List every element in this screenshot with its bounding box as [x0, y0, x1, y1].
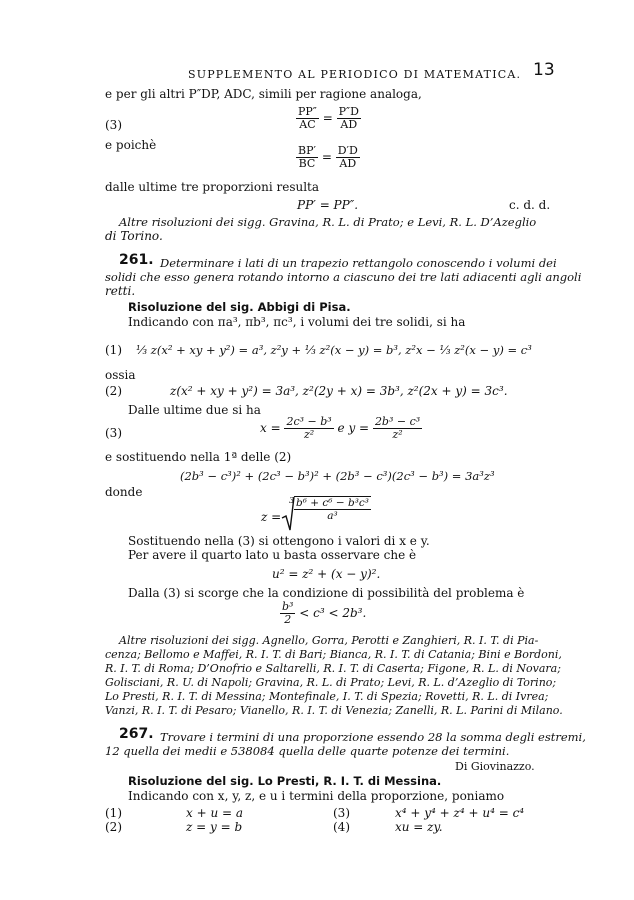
fraction: $\frac{PP''}{AC}$ — [298, 105, 317, 131]
equation: (2b³ − c³)² + (2c³ − b³)² + (2b³ − c³)(2c³ − b³) = 3a³z³ — [180, 469, 495, 483]
fraction: $\frac{\text{2c³ − b³}}{\text{z²}}$ — [286, 415, 332, 441]
fraction: $\frac{\text{2b³ − c³}}{\text{z²}}$ — [374, 415, 421, 441]
equation: PP′ = PP″. — [297, 198, 359, 212]
fraction: $\frac{BP'}{BC}$ — [298, 144, 316, 170]
other-solutions: R. I. T. di Roma; D’Onofrio e Saltarelli, R. I. T. di Caserta; Figone, R. L. di Novara; — [105, 662, 561, 675]
proposer-name: Di Giovinazzo. — [455, 760, 535, 773]
text-line: e sostituendo nella 1ª delle (2) — [105, 450, 292, 464]
problem-statement: Trovare i termini di una proporzione essendo 28 la somma degli estremi, — [160, 730, 586, 744]
equation: xu = zy. — [395, 820, 443, 834]
equation-lhs: x = — [260, 421, 281, 435]
equation-label: (1) — [105, 343, 122, 357]
equation-label: (1) — [105, 806, 122, 820]
radical-sign — [281, 496, 295, 532]
equation-label: (2) — [105, 384, 122, 398]
problem-number: 261. — [119, 252, 154, 268]
problem-statement: retti. — [105, 284, 136, 298]
text-line: dalle ultime tre proporzioni resulta — [105, 180, 320, 194]
other-solutions: cenza; Bellomo e Maffei, R. I. T. di Bari; Bianca, R. I. T. di Catania; Bini e Bordoni, — [105, 648, 562, 661]
other-solutions: di Torino. — [105, 229, 163, 243]
equals-sign: = — [321, 150, 332, 164]
text-line: Dalle ultime due si ha — [128, 403, 261, 417]
equation: z = y = b — [186, 820, 243, 834]
text-line: e per gli altri P″DP, ADC, simili per ragione analoga, — [105, 87, 422, 101]
text-line: Indicando con πa³, πb³, πc³, i volumi dei tre solidi, si ha — [128, 315, 466, 329]
problem-statement: solidi che esso genera rotando intorno a ciascuno dei tre lati adiacenti agli angoli — [105, 270, 582, 284]
text-line: donde — [105, 485, 143, 499]
text-line: Sostituendo nella (3) si ottengono i valori di x e y. — [128, 534, 430, 548]
qed-mark: c. d. d. — [509, 198, 551, 212]
text-line: ossia — [105, 368, 136, 382]
problem-statement: Determinare i lati di un trapezio rettangolo conoscendo i volumi dei — [160, 256, 557, 270]
fraction: $\frac{D'D}{AD}$ — [337, 144, 358, 170]
equation: z(x² + xy + y²) = 3a³, z²(2y + x) = 3b³, z²(2x + y) = 3c³. — [170, 384, 508, 398]
problem-number: 267. — [119, 726, 154, 742]
other-solutions: Altre risoluzioni dei sigg. Agnello, Gorra, Perotti e Zanghieri, R. I. T. di Pia- — [119, 634, 539, 647]
running-header: SUPPLEMENTO AL PERIODICO DI MATEMATICA. — [188, 68, 522, 81]
text-line: Per avere il quarto lato u basta osservare che è — [128, 548, 417, 562]
other-solutions: Altre risoluzioni dei sigg. Gravina, R. L. di Prato; e Levi, R. L. D’Azeglio — [119, 215, 537, 229]
other-solutions: Vanzi, R. I. T. di Pesaro; Vianello, R. I. T. di Venezia; Zanelli, R. L. Parini di Milano. — [105, 704, 563, 717]
problem-statement: 12 quella dei medii e 538084 quella delle quarte potenze dei termini. — [105, 744, 510, 758]
page: SUPPLEMENTO AL PERIODICO DI MATEMATICA. 13 e per gli altri P″DP, ADC, simili per ragione analoga, (3) $\frac{PP''}{AC}$ = $\frac{P''D}{AD}$ e poichè $\frac{BP'}{BC}$ = $\frac{D'D}{AD}$ dalle ultime tre proporzioni resulta PP′ = PP″. c. d. d. Altre risoluzioni dei sigg. Gravina, R. L. di Prato; e Levi, R. L. D’Azeglio di Torino. 261. Determinare i lati di un trapezio rettangolo conoscendo i volumi dei solidi che esso genera rotando intorno a ciascuno dei tre lati adiacenti agli angoli retti. Risoluzione del sig. Abbigi di Pisa. Indicando con πa³, πb³, πc³, i volumi dei tre solidi, si ha (1) ¹⁄₃ z(x² + xy + y²) = a³, z²y + ¹⁄₃ z²(x − y) = b³, z²x − ¹⁄₃ z²(x − y) = c³ ossia (2) z(x² + xy + y²) = 3a³, z²(2y + x) = 3b³, z²(2x + y) = 3c³. Dalle ultime due si ha (3) x = $\frac{\text{2c³ − b³}}{\text{z²}}$ e y = $\frac{\text{2b³ − c³}}{\text{z²}}$ e sostituendo nella 1ª delle (2) (2b³ − c³)² + (2c³ − b³)² + (2b³ − c³)(2c³ − b³) = 3a³z³ donde 3 z = $\frac{\text{b⁶ + c⁶ − b³c³}}{\text{a³}}$ Sostituendo nella (3) si ottengono i valori di x e y. Per avere il quarto lato u basta osservare che è u² = z² + (x − y)². Dalla (3) si scorge che la condizione di possibilità del problema è $\frac{\text{b³}}{2}$ < c³ < 2b³. Altre risoluzioni dei sigg. Agnello, Gorra, Perotti e Zanghieri, R. I. T. di Pia- cenza; Bellomo e Maffei, R. I. T. di Bari; Bianca, R. I. T. di Catania; Bini e Bordoni, R. I. T. di Roma; D’Onofrio e Saltarelli, R. I. T. di Caserta; Figone, R. L. di Novara; Golisciani, R. U. di Napoli; Gravina, R. L. di Prato; Levi, R. L. d’Azeglio di Torino; Lo Presti, R. I. T. di Messina; Montefinale, I. T. di Spezia; Rovetti, R. L. di Ivrea; Vanzi, R. I. T. di Pesaro; Vianello, R. I. T. di Venezia; Zanelli, R. L. Parini di Milano. 267. Trovare i termini di una proporzione essendo 28 la somma degli estremi, 12 quella dei medii e 538084 quella delle quarte potenze dei termini. Di Giovinazzo. Risoluzione del sig. Lo Presti, R. I. T. di Messina. Indicando con x, y, z, e u i termini della proporzione, poniamo (1) x + u = a (3) x⁴ + y⁴ + z⁴ + u⁴ = c⁴ (2) z = y = b (4) xu = zy. — [105, 60, 586, 834]
other-solutions: Lo Presti, R. I. T. di Messina; Montefinale, I. T. di Spezia; Rovetti, R. L. di Ivrea; — [105, 690, 549, 703]
equation: u² = z² + (x − y)². — [272, 567, 381, 581]
equation-label: (2) — [105, 820, 122, 834]
equals-sign: = — [322, 111, 333, 125]
equation-label: (4) — [333, 820, 350, 834]
text-line: Indicando con x, y, z, e u i termini della proporzione, poniamo — [128, 789, 505, 803]
equation-label: (3) — [105, 118, 122, 132]
inequality: < c³ < 2b³. — [299, 606, 367, 620]
equation: x + u = a — [186, 806, 244, 820]
fraction: $\frac{\text{b³}}{2}$ — [282, 600, 294, 626]
text-line: e poichè — [105, 138, 157, 152]
solution-heading: Risoluzione del sig. Lo Presti, R. I. T. di Messina. — [128, 774, 442, 788]
other-solutions: Golisciani, R. U. di Napoli; Gravina, R. L. di Prato; Levi, R. L. d’Azeglio di Torino; — [105, 676, 557, 689]
text-line: Dalla (3) si scorge che la condizione di possibilità del problema è — [128, 586, 525, 600]
equation-label: (3) — [333, 806, 350, 820]
conjunction: e y = — [337, 421, 370, 435]
fraction: $\frac{P''D}{AD}$ — [338, 105, 359, 131]
equation-label: (3) — [105, 426, 122, 440]
solution-heading: Risoluzione del sig. Abbigi di Pisa. — [128, 300, 351, 314]
equation: x⁴ + y⁴ + z⁴ + u⁴ = c⁴ — [395, 806, 525, 820]
equation: ¹⁄₃ z(x² + xy + y²) = a³, z²y + ¹⁄₃ z²(x − y) = b³, z²x − ¹⁄₃ z²(x − y) = c³ — [136, 343, 532, 357]
page-number: 13 — [533, 60, 555, 80]
